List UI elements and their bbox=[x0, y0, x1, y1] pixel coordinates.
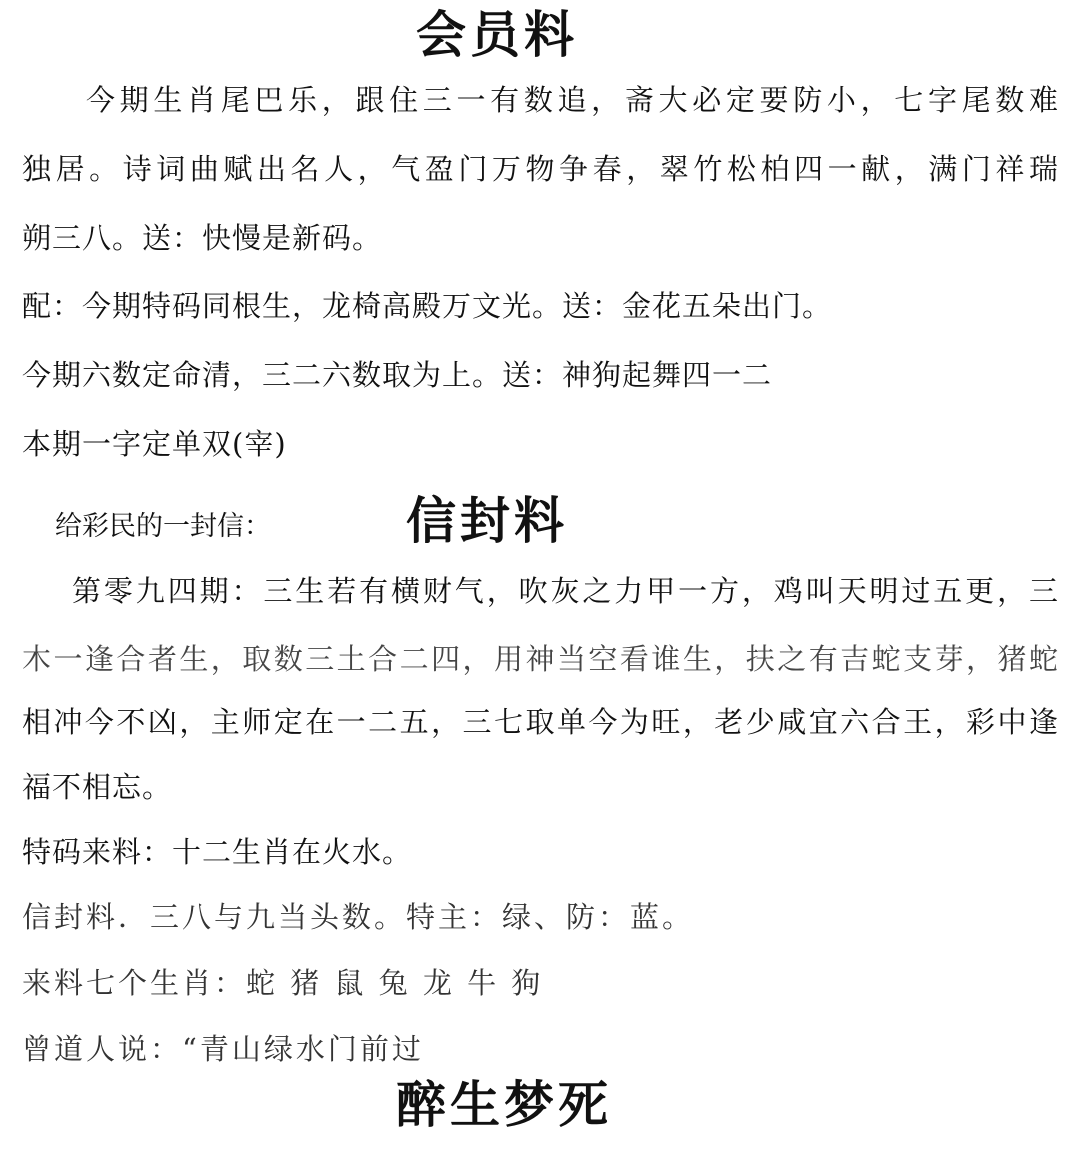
member-line-2: 独居。诗词曲赋出名人，气盈门万物争春，翠竹松柏四一献，满门祥瑞 bbox=[22, 152, 1058, 186]
member-line-1: 今期生肖尾巴乐，跟住三一有数追，斋大必定要防小，七字尾数难 bbox=[86, 83, 1058, 117]
letter-intro: 给彩民的一封信： bbox=[55, 511, 271, 542]
member-line-3: 朔三八。送：快慢是新码。 bbox=[22, 221, 383, 255]
letter-line-1: 第零九四期：三生若有横财气，吹灰之力甲一方，鸡叫天明过五更，三 bbox=[72, 574, 1058, 608]
letter-line-4: 福不相忘。 bbox=[22, 770, 173, 804]
footer-title: 醉生梦死 bbox=[396, 1076, 612, 1134]
member-section-title: 会员料 bbox=[416, 6, 578, 64]
member-line-6: 本期一字定单双(宰) bbox=[22, 427, 287, 461]
letter-section-title: 信封料 bbox=[406, 492, 568, 550]
letter-line-3: 相冲今不凶，主师定在一二五，三七取单今为旺，老少咸宜六合王，彩中逢 bbox=[22, 705, 1058, 739]
member-line-4: 配：今期特码同根生，龙椅高殿万文光。送：金花五朵出门。 bbox=[22, 289, 833, 323]
letter-line-5: 特码来料：十二生肖在火水。 bbox=[22, 835, 413, 869]
letter-line-6: 信封料．三八与九当头数。特主：绿、防：蓝。 bbox=[22, 900, 695, 934]
letter-line-8: 曾道人说：“青山绿水门前过 bbox=[22, 1032, 424, 1066]
letter-line-7: 来料七个生肖：蛇 猪 鼠 兔 龙 牛 狗 bbox=[22, 966, 544, 1000]
member-line-5: 今期六数定命清，三二六数取为上。送：神狗起舞四一二 bbox=[22, 358, 773, 392]
letter-line-2: 木一逢合者生，取数三土合二四，用神当空看谁生，扶之有吉蛇支芽，猪蛇 bbox=[22, 642, 1058, 676]
